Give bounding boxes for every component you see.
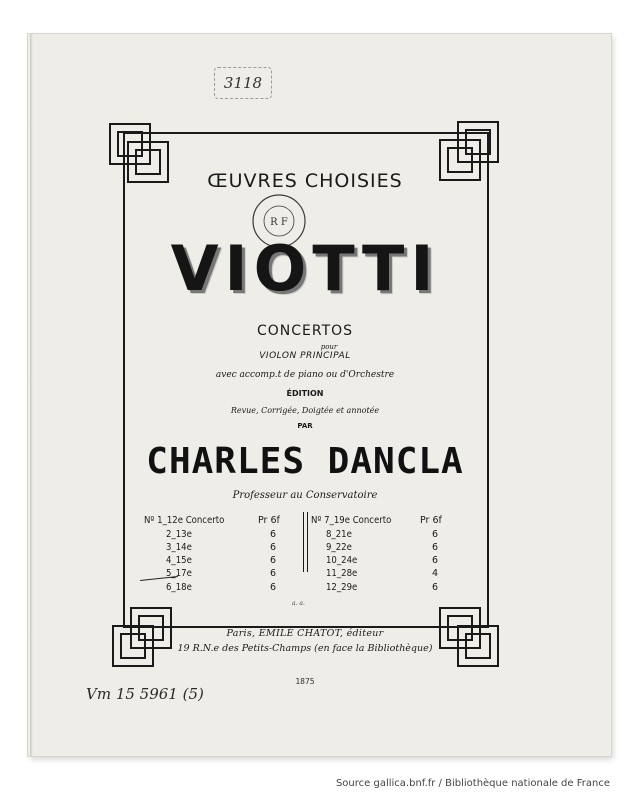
svg-text:R F: R F [270, 217, 288, 228]
work-title: CONCERTOS [256, 323, 354, 339]
handwritten-call-number: Vm 15 5961 (5) [86, 685, 204, 703]
catalog-price: 6 [432, 555, 439, 566]
publisher-line: Paris, EMILE CHATOT, éditeur [226, 628, 384, 639]
catalog-price: 4 [432, 568, 439, 579]
publication-year: 1875 [295, 677, 315, 686]
catalog-column-divider [303, 512, 308, 572]
par-label: PAR [297, 422, 313, 430]
catalog-item: Nº 7_19e Concerto [311, 515, 392, 526]
catalog-item: 11_28e [326, 568, 358, 579]
plate-mark: a. a. [292, 600, 305, 607]
catalog-item: 3_14e [166, 542, 192, 553]
revision-line: Revue, Corrigée, Doigtée et annotée [230, 406, 380, 415]
catalog-price: 6 [432, 542, 439, 553]
publisher-address: 19 R.N.e des Petits-Champs (en face la Bibliothèque) [177, 643, 433, 654]
handwritten-shelfmark: 3118 [214, 67, 272, 99]
edition-label: ÉDITION [286, 389, 324, 398]
source-footer: Source gallica.bnf.fr / Bibliothèque nationale de France [335, 778, 610, 789]
editor-name: CHARLES DANCLA [146, 441, 464, 482]
catalog-item: 5_17e [166, 568, 192, 579]
catalog-price: Pr 6f [258, 515, 280, 526]
page-binding-edge [30, 34, 33, 756]
series-title: ŒUVRES CHOISIES [207, 170, 403, 192]
accompaniment-line: avec accomp.t de piano ou d'Orchestre [215, 370, 395, 380]
composer-name: VIOTTI [170, 232, 440, 305]
editor-title: Professeur au Conservatoire [232, 490, 378, 501]
catalog-price: 6 [270, 529, 277, 540]
catalog-price: 6 [270, 582, 277, 593]
catalog-item: 10_24e [326, 555, 358, 566]
catalog-item: 12_29e [326, 582, 358, 593]
catalog-item: 6_18e [166, 582, 192, 593]
catalog-item: 2_13e [166, 529, 192, 540]
catalog-item: 8_21e [326, 529, 352, 540]
catalog-item: Nº 1_12e Concerto [144, 515, 225, 526]
catalog-price: 6 [270, 555, 277, 566]
catalog-item: 9_22e [326, 542, 352, 553]
pour-label: pour [320, 343, 338, 351]
catalog-price: 6 [432, 529, 439, 540]
catalog-price: 6 [432, 582, 439, 593]
catalog-price: 6 [270, 568, 277, 579]
catalog-price: Pr 6f [420, 515, 442, 526]
catalog-price: 6 [270, 542, 277, 553]
instrument-line: VIOLON PRINCIPAL [259, 351, 351, 361]
catalog-item: 4_15e [166, 555, 192, 566]
